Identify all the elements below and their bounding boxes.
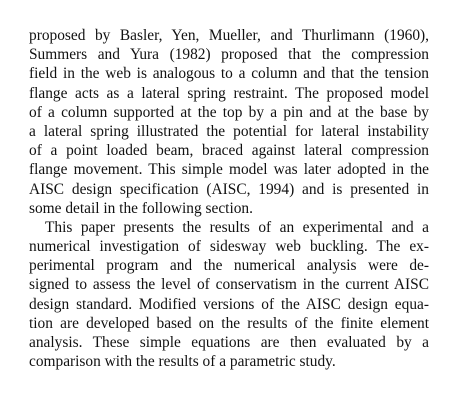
text-line: numerical investigation of sidesway web buckling. The ex- <box>29 238 429 256</box>
text-line: field in the web is analogous to a column and that the tension <box>29 65 429 83</box>
document-page <box>29 26 429 371</box>
text-line: comparison with the results of a parametric study. <box>29 353 336 371</box>
text-line: some detail in the following section. <box>29 199 253 217</box>
text-line: AISC design specification (AISC, 1994) and is presented in <box>29 180 429 198</box>
text-line: This paper presents the results of an experimental and a <box>45 218 429 236</box>
text-line: perimental program and the numerical analysis were de- <box>29 257 429 275</box>
text-line: design standard. Modified versions of the AISC design equa- <box>29 295 429 313</box>
text-line: a lateral spring illustrated the potential for lateral instability <box>29 122 429 140</box>
text-line: flange acts as a lateral spring restraint. The proposed model <box>29 84 429 102</box>
text-line: proposed by Basler, Yen, Mueller, and Thurlimann (1960), <box>29 27 429 44</box>
paragraph-1 <box>29 26 429 218</box>
text-line: signed to assess the level of conservatism in the current AISC <box>29 276 429 294</box>
text-line: of a column supported at the top by a pin and at the base by <box>29 103 429 121</box>
text-line: analysis. These simple equations are then evaluated by a <box>29 334 429 351</box>
text-line: flange movement. This simple model was later adopted in the <box>29 161 429 179</box>
text-line: tion are developed based on the results of the finite element <box>29 314 429 332</box>
text-line: Summers and Yura (1982) proposed that the compression <box>29 46 429 64</box>
text-line: of a point loaded beam, braced against lateral compression <box>29 142 429 160</box>
paragraph-2 <box>29 218 429 372</box>
